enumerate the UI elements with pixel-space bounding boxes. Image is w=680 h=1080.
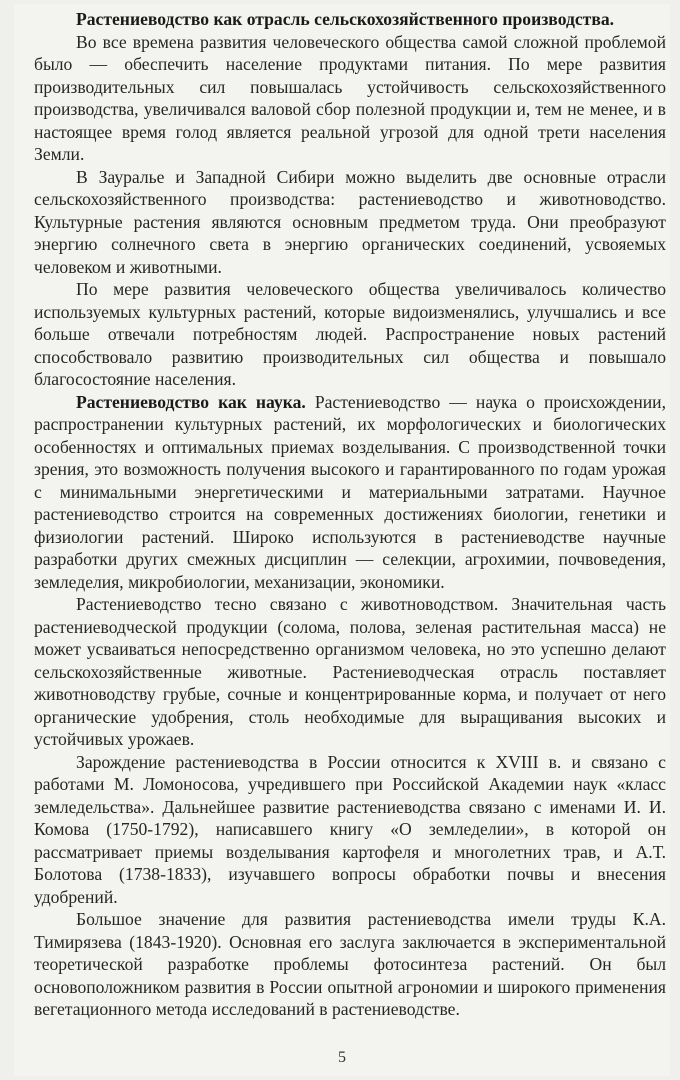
paragraph: Зарождение растениеводства в России относится к XVIII в. и связано с работами М. Ломоносова, учредившего при Российской Академии наук «класс земледельства». Дальнейшее развитие растениеводства связано с именами И. И. Комова (1750-1792), написавшего книгу «О земледелии», в которой он рассматривает приемы возделывания картофеля и многолетних трав, и А.Т. Болотова (1738-1833), изучавшего вопросы обработки почвы и внесения удобрений. <box>34 751 666 907</box>
paragraph: Растениеводство как наука. Растениеводство — наука о происхождении, распространении культурных растений, их морфологических и биологических особенностях и оптимальных приемах возделывания. С производственной точки зрения, это возможность получения высокого и гарантированного по годам урожая с минимальными энергетическими и материальными затратами. Научное растениеводство строится на современных достижениях биологии, генетики и физиологии растений. Широко используются в растениеводстве научные разработки других смежных дисциплин — селекции, агрохимии, почвоведения, земледелия, микробиологии, механизации, экономики. <box>34 391 666 592</box>
paragraph: Растениеводство тесно связано с животноводством. Значительная часть растениеводческой продукции (солома, полова, зеленая растительная масса) не может усваиваться непосредственно организмом человека, но это успешно делают сельскохозяйственные животные. Растениеводческая отрасль поставляет животноводству грубые, сочные и концентрированные корма, и получает от него органические удобрения, столь необходимые для выращивания высоких и устойчивых урожаев. <box>34 594 666 749</box>
paragraph: Во все времена развития человеческого общества самой сложной проблемой было — обеспечить население продуктами питания. По мере развития производительных сил повышалась устойчивость сельскохозяйственного производства, увеличивался валовой сбор полезной продукции и, тем не менее, и в настоящее время голод является реальной угрозой для одной трети населения Земли. <box>34 31 666 164</box>
page-number: 5 <box>338 1049 346 1066</box>
section-heading: Растениеводство как отрасль сельскохозяйственного производства. <box>76 9 615 29</box>
paragraph: По мере развития человеческого общества увеличивалось количество используемых культурных растений, которые видоизменялись, улучшались и все больше отвечали потребностям людей. Распространение новых растений способствовало развитию производительных сил общества и повышало благосостояние населения. <box>34 279 666 389</box>
section-heading: Растениеводство как наука. <box>76 391 306 412</box>
book-page <box>14 4 670 1076</box>
body-text <box>34 8 666 1021</box>
paragraph: В Зауралье и Западной Сибири можно выделить две основные отрасли сельскохозяйственного производства: растениеводство и животноводство. Культурные растения являются основным предметом труда. Они преобразуют энергию солнечного света в энергию органических соединений, усвояемых человеком и животными. <box>34 166 666 277</box>
paragraph: Большое значение для развития растениеводства имели труды К.А. Тимирязева (1843-1920). Основная его заслуга заключается в экспериментальной теоретической разработке проблемы фотосинтеза растений. Он был основоположником развития в России опытной агрономии и широкого применения вегетационного метода исследований в растениеводстве. <box>34 909 666 1019</box>
paragraph <box>34 8 666 31</box>
